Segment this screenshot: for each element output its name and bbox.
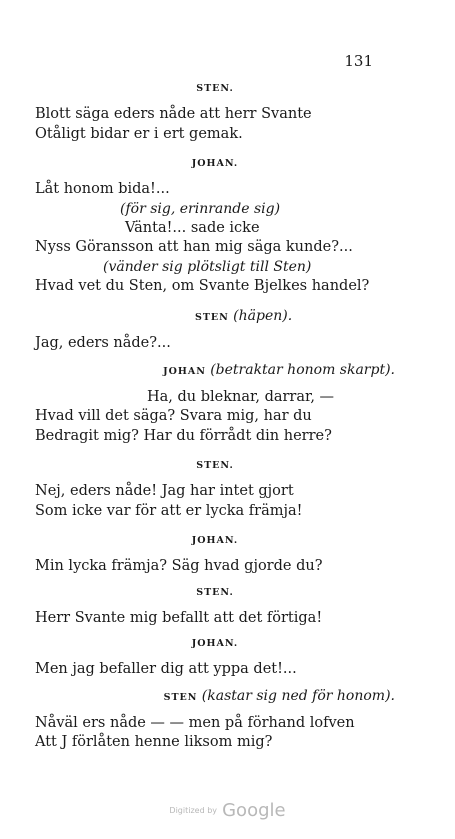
verse-line: Bedragit mig? Har du förrådt din herre?	[35, 427, 332, 444]
verse-line: Nåväl ers nåde — — men på förhand lofven	[35, 714, 355, 731]
speaker-name: JOHAN	[163, 365, 206, 377]
digitized-watermark	[0, 800, 455, 821]
verse-line: Blott säga eders nåde att herr Svante	[35, 106, 312, 122]
speaker-name: STEN	[195, 312, 229, 323]
speaker-sten	[35, 309, 395, 325]
stage-direction: (kastar sig ned för honom).	[201, 687, 395, 704]
speaker-sten: STEN.	[196, 586, 234, 598]
verse-line: Men jag befaller dig att yppa det!...	[35, 661, 297, 677]
verse-line: Hvad vet du Sten, om Svante Bjelkes handel?	[35, 277, 370, 294]
stage-direction: (vänder sig plötsligt till Sten)	[103, 258, 312, 275]
speaker-sten	[35, 689, 395, 705]
stage-direction: (för sig, erinrande sig)	[120, 200, 281, 217]
stage-direction: (häpen).	[233, 308, 293, 324]
verse-line: Att J förlåten henne liksom mig?	[35, 734, 273, 750]
speaker-sten: STEN.	[196, 83, 234, 94]
verse-line: Nyss Göransson att han mig säga kunde?...	[35, 239, 353, 255]
google-logo-text: Google	[222, 800, 286, 821]
speaker-johan: JOHAN.	[191, 535, 239, 546]
verse-line: Hvad vill det säga? Svara mig, har du	[35, 408, 312, 424]
verse-line: Herr Svante mig befallt att det förtiga!	[35, 609, 323, 626]
speaker-name: STEN	[163, 691, 198, 703]
verse-line: Vänta!... sade icke	[125, 219, 260, 236]
verse-line: Som icke var för att er lycka främja!	[35, 502, 303, 519]
verse-line: Nej, eders nåde! Jag har intet gjort	[35, 483, 294, 499]
dialogue-text	[35, 82, 395, 753]
verse-line: Låt honom bida!...	[35, 181, 170, 197]
speaker-johan	[35, 363, 395, 379]
speaker-johan: JOHAN.	[191, 158, 239, 169]
page-number: 131	[344, 52, 373, 70]
verse-line: Min lycka främja? Säg hvad gjorde du?	[35, 558, 323, 574]
verse-line: Ha, du bleknar, darrar, —	[147, 388, 335, 405]
verse-line: Otåligt bidar er i ert gemak.	[35, 125, 243, 142]
speaker-sten: STEN.	[196, 460, 234, 471]
verse-line: Jag, eders nåde?...	[35, 335, 171, 351]
stage-direction: (betraktar honom skarpt).	[210, 361, 395, 378]
speaker-johan: JOHAN.	[191, 638, 239, 649]
digitized-label: Digitized by	[169, 806, 218, 815]
